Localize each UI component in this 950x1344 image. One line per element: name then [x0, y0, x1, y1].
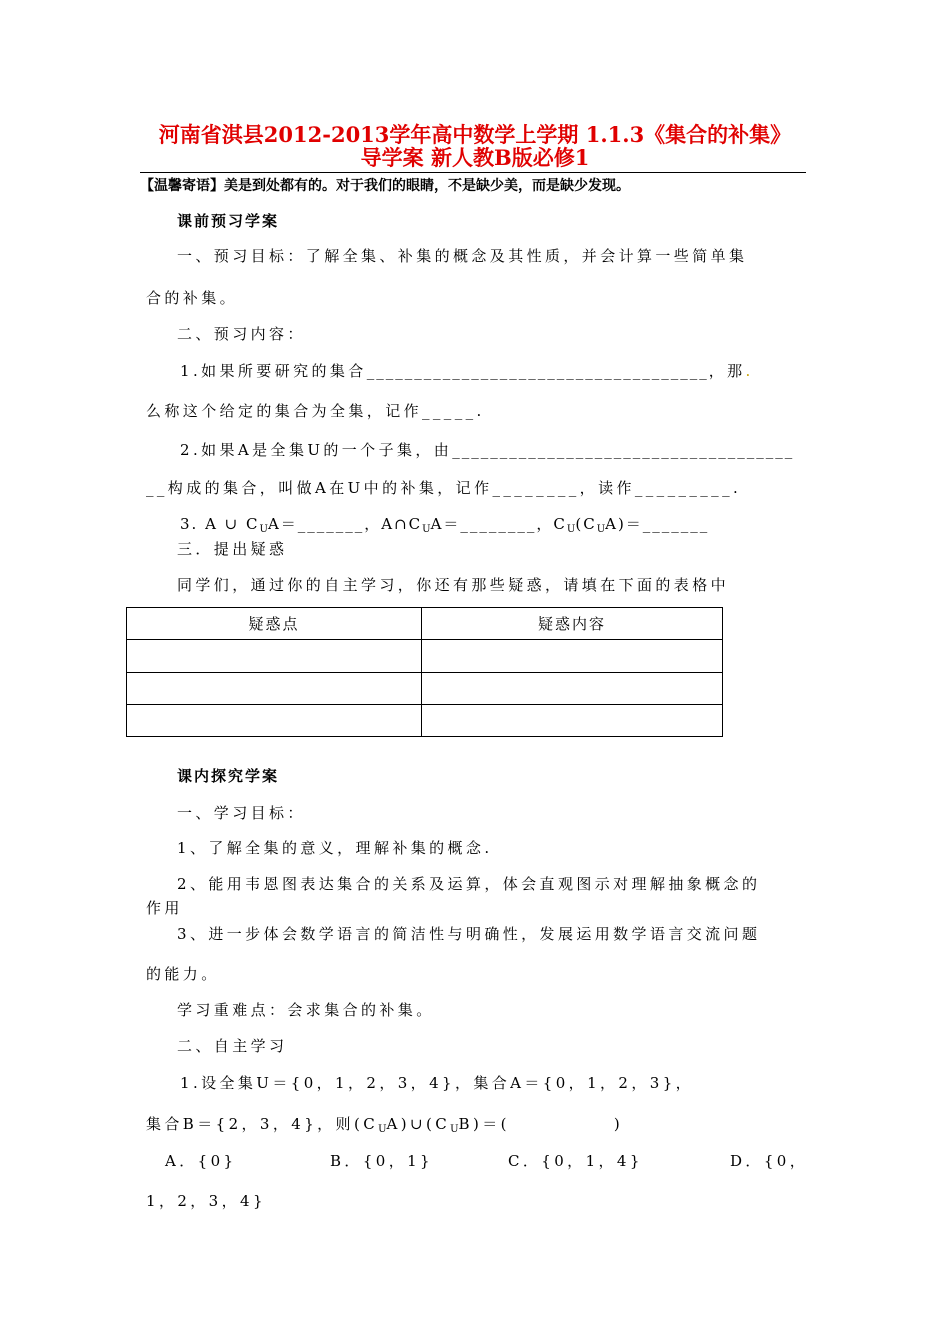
question-1-line-2: 么称这个给定的集合为全集，记作_____.: [146, 402, 485, 420]
question-3: 3. A ∪ $C_UA=\_\_\_\_\_\_\_$，$A\cap C_UA=\_\_\_\_\_\_\_\_$，$C_U(C_UA)=\_\_\_\_\_\_\_$: [180, 515, 710, 535]
key-points: 学习重难点：会求集合的补集。: [177, 1001, 435, 1019]
marker-dot: .: [745, 362, 751, 380]
preview-goal-line-1: 一、预习目标：了解全集、补集的概念及其性质，并会计算一些简单集: [177, 247, 748, 265]
question-2-blank: ____________________________________: [452, 441, 795, 459]
learning-goal-2-line-1: 2、能用韦恩图表达集合的关系及运算，体会直观图示对理解抽象概念的: [177, 875, 761, 893]
self-study-heading: 二、自主学习: [177, 1037, 288, 1055]
exercise-1-line-1: 1.设全集U＝{0，1，2，3，4}，集合A＝{0，1，2，3}，: [180, 1074, 695, 1092]
question-1-blank: ____________________________________: [366, 362, 709, 380]
table-header-row: [127, 608, 723, 640]
doubt-heading: 三．提出疑惑: [177, 540, 288, 558]
question-1-end: ，那: [708, 362, 746, 380]
doubt-table: [126, 607, 723, 737]
table-row: [127, 672, 723, 704]
section-heading-preview: 课前预习学案: [177, 212, 280, 230]
table-header-doubt-content: 疑惑内容: [422, 608, 723, 640]
exercise-1-line-2: 集合B＝{2，3，4}，则$(C_UA)\cup(C_UB)=$( ): [146, 1115, 624, 1135]
title-divider: [140, 172, 806, 173]
learning-goal-2-line-2: 作用: [146, 899, 183, 917]
table-cell[interactable]: [127, 704, 422, 736]
doubt-intro: 同学们，通过你的自主学习，你还有那些疑惑，请填在下面的表格中: [177, 576, 730, 594]
table-cell[interactable]: [422, 640, 723, 672]
table-cell[interactable]: [422, 704, 723, 736]
table-row: [127, 640, 723, 672]
section-heading-explore: 课内探究学案: [177, 767, 280, 785]
preview-content-heading: 二、预习内容：: [177, 325, 306, 343]
option-d-continued: 1，2，3，4}: [146, 1192, 266, 1210]
document-title-line-1: 河南省淇县2012-2013学年高中数学上学期 1.1.3《集合的补集》: [158, 122, 792, 147]
document-title-line-2: 导学案 新人教B版必修1: [360, 145, 590, 170]
table-cell[interactable]: [422, 672, 723, 704]
learning-goals-heading: 一、学习目标：: [177, 804, 306, 822]
preview-goal-text: 合的补集。: [146, 289, 239, 307]
preview-goal-line-2: [146, 289, 238, 307]
table-cell[interactable]: [127, 672, 422, 704]
option-b: B．{0，1}: [330, 1152, 433, 1170]
table-row: [127, 704, 723, 736]
question-1-line-1: [180, 362, 750, 380]
learning-goal-3-line-1: 3、进一步体会数学语言的简洁性与明确性，发展运用数学语言交流问题: [177, 925, 761, 943]
learning-goal-3-line-2: 的能力。: [146, 965, 220, 983]
option-d: D．{0，: [730, 1152, 809, 1170]
option-a: A．{0}: [165, 1152, 237, 1170]
question-2-line-1: [180, 441, 794, 459]
question-1-text: 1.如果所要研究的集合: [180, 362, 367, 380]
table-header-doubt-point: 疑惑点: [127, 608, 422, 640]
question-2-text: 2.如果A是全集U的一个子集，由: [180, 441, 453, 459]
warm-tip: 【温馨寄语】美是到处都有的。对于我们的眼睛，不是缺少美，而是缺少发现。: [140, 178, 630, 194]
option-c: C．{0，1，4}: [508, 1152, 643, 1170]
learning-goal-1: 1、了解全集的意义，理解补集的概念.: [177, 839, 493, 857]
table-cell[interactable]: [127, 640, 422, 672]
question-2-line-2: __构成的集合，叫做A在U中的补集，记作________，读作_________.: [146, 479, 742, 497]
